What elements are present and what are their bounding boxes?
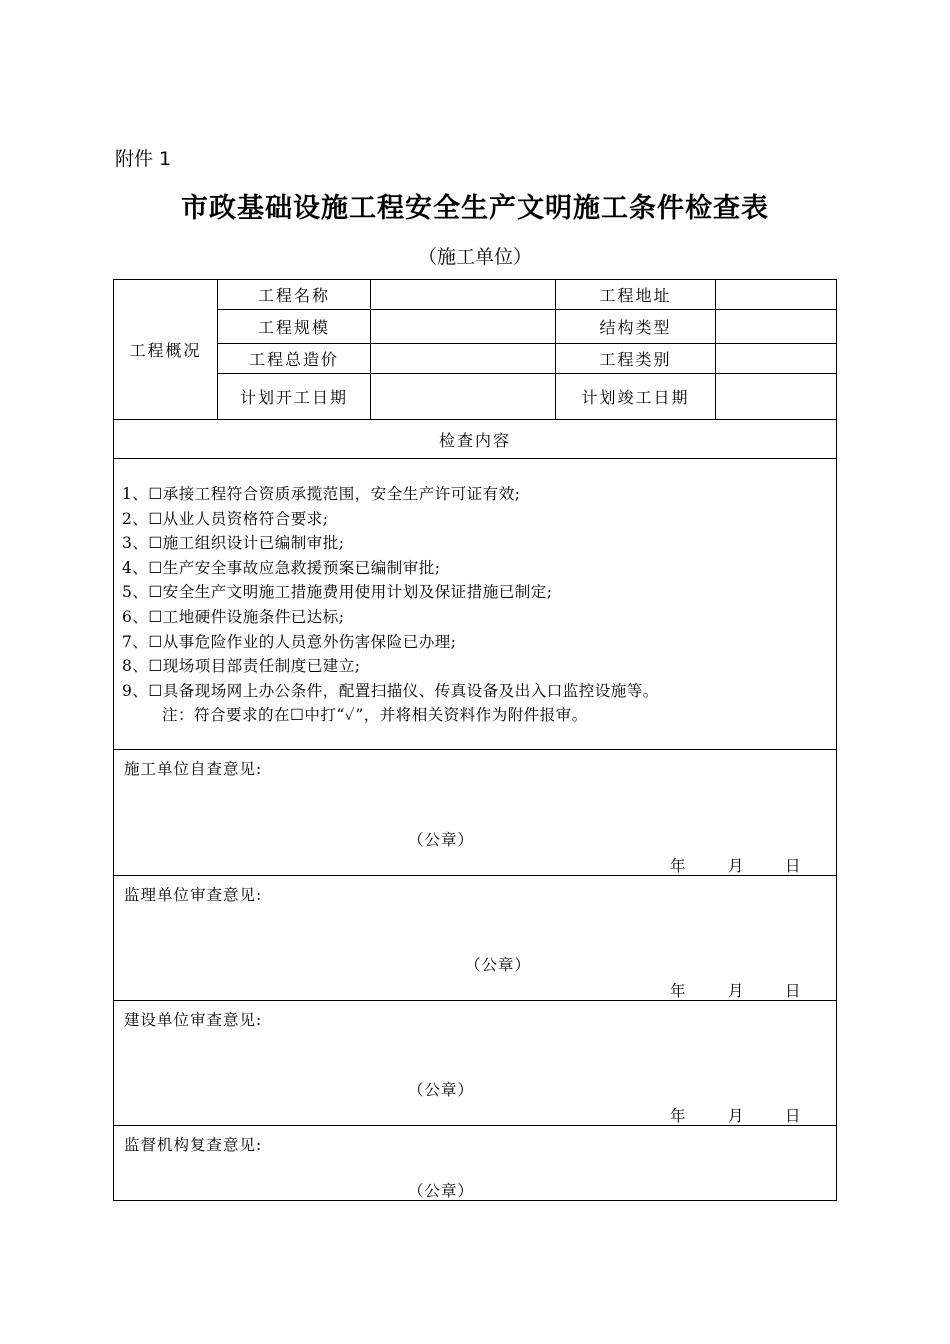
checklist-note: 注：符合要求的在☐中打“✓”，并将相关资料作为附件报审。 <box>162 706 588 725</box>
page-subtitle: （施工单位） <box>417 246 532 268</box>
check-item[interactable]: 3、☐施工组织设计已编制审批; <box>122 534 345 553</box>
project-category-value[interactable] <box>716 344 836 373</box>
check-item[interactable]: 7、☐从事危险作业的人员意外伤害保险已办理; <box>122 632 457 651</box>
official-seal: （公章） <box>465 956 532 974</box>
supervision-review-label: 监理单位审查意见: <box>124 886 263 904</box>
agency-recheck-label: 监督机构复查意见: <box>124 1136 263 1154</box>
structure-type-label: 结构类型 <box>599 318 672 337</box>
date-year: 年 <box>670 982 686 1000</box>
client-review-label: 建设单位审查意见: <box>124 1011 263 1029</box>
check-item[interactable]: 8、☐现场项目部责任制度已建立; <box>122 657 361 676</box>
inspection-header: 检查内容 <box>438 430 511 450</box>
date-year: 年 <box>670 1107 686 1125</box>
planned-completion-value[interactable] <box>716 374 836 419</box>
check-item[interactable]: 6、☐工地硬件设施条件已达标; <box>122 607 345 626</box>
project-scale-value[interactable] <box>371 310 555 343</box>
construction-self-check-label: 施工单位自查意见: <box>124 760 263 778</box>
official-seal: （公章） <box>408 1081 475 1099</box>
date-month: 月 <box>728 1107 744 1125</box>
date-year: 年 <box>670 857 686 875</box>
project-address-value[interactable] <box>716 280 836 309</box>
date-month: 月 <box>728 982 744 1000</box>
project-address-label: 工程地址 <box>599 286 672 305</box>
attachment-label: 附件 1 <box>115 148 172 170</box>
inspection-checklist <box>122 482 822 728</box>
planned-start-value[interactable] <box>371 374 555 419</box>
check-item[interactable]: 1、☐承接工程符合资质承揽范围，安全生产许可证有效; <box>122 485 521 503</box>
planned-start-label: 计划开工日期 <box>239 388 348 407</box>
total-cost-value[interactable] <box>371 344 555 373</box>
date-day: 日 <box>785 982 801 1000</box>
check-item[interactable]: 5、☐安全生产文明施工措施费用使用计划及保证措施已制定; <box>122 583 553 602</box>
date-day: 日 <box>785 1107 801 1125</box>
project-category-label: 工程类别 <box>599 350 672 369</box>
check-item[interactable]: 4、☐生产安全事故应急救援预案已编制审批; <box>122 558 441 577</box>
project-name-value[interactable] <box>371 280 555 309</box>
official-seal: （公章） <box>408 831 475 849</box>
overview-section-label: 工程概况 <box>129 341 202 360</box>
check-item[interactable]: 9、☐具备现场网上办公条件，配置扫描仪、传真设备及出入口监控设施等。 <box>122 681 659 700</box>
page-title: 市政基础设施工程安全生产文明施工条件检查表 <box>181 193 769 224</box>
date-day: 日 <box>785 857 801 875</box>
inspection-form <box>113 279 837 1201</box>
total-cost-label: 工程总造价 <box>248 350 339 369</box>
project-scale-label: 工程规模 <box>257 318 330 337</box>
official-seal: （公章） <box>408 1182 475 1200</box>
date-month: 月 <box>728 857 744 875</box>
check-item[interactable]: 2、☐从业人员资格符合要求; <box>122 509 329 528</box>
planned-completion-label: 计划竣工日期 <box>581 388 690 407</box>
project-name-label: 工程名称 <box>257 286 330 305</box>
structure-type-value[interactable] <box>716 310 836 343</box>
